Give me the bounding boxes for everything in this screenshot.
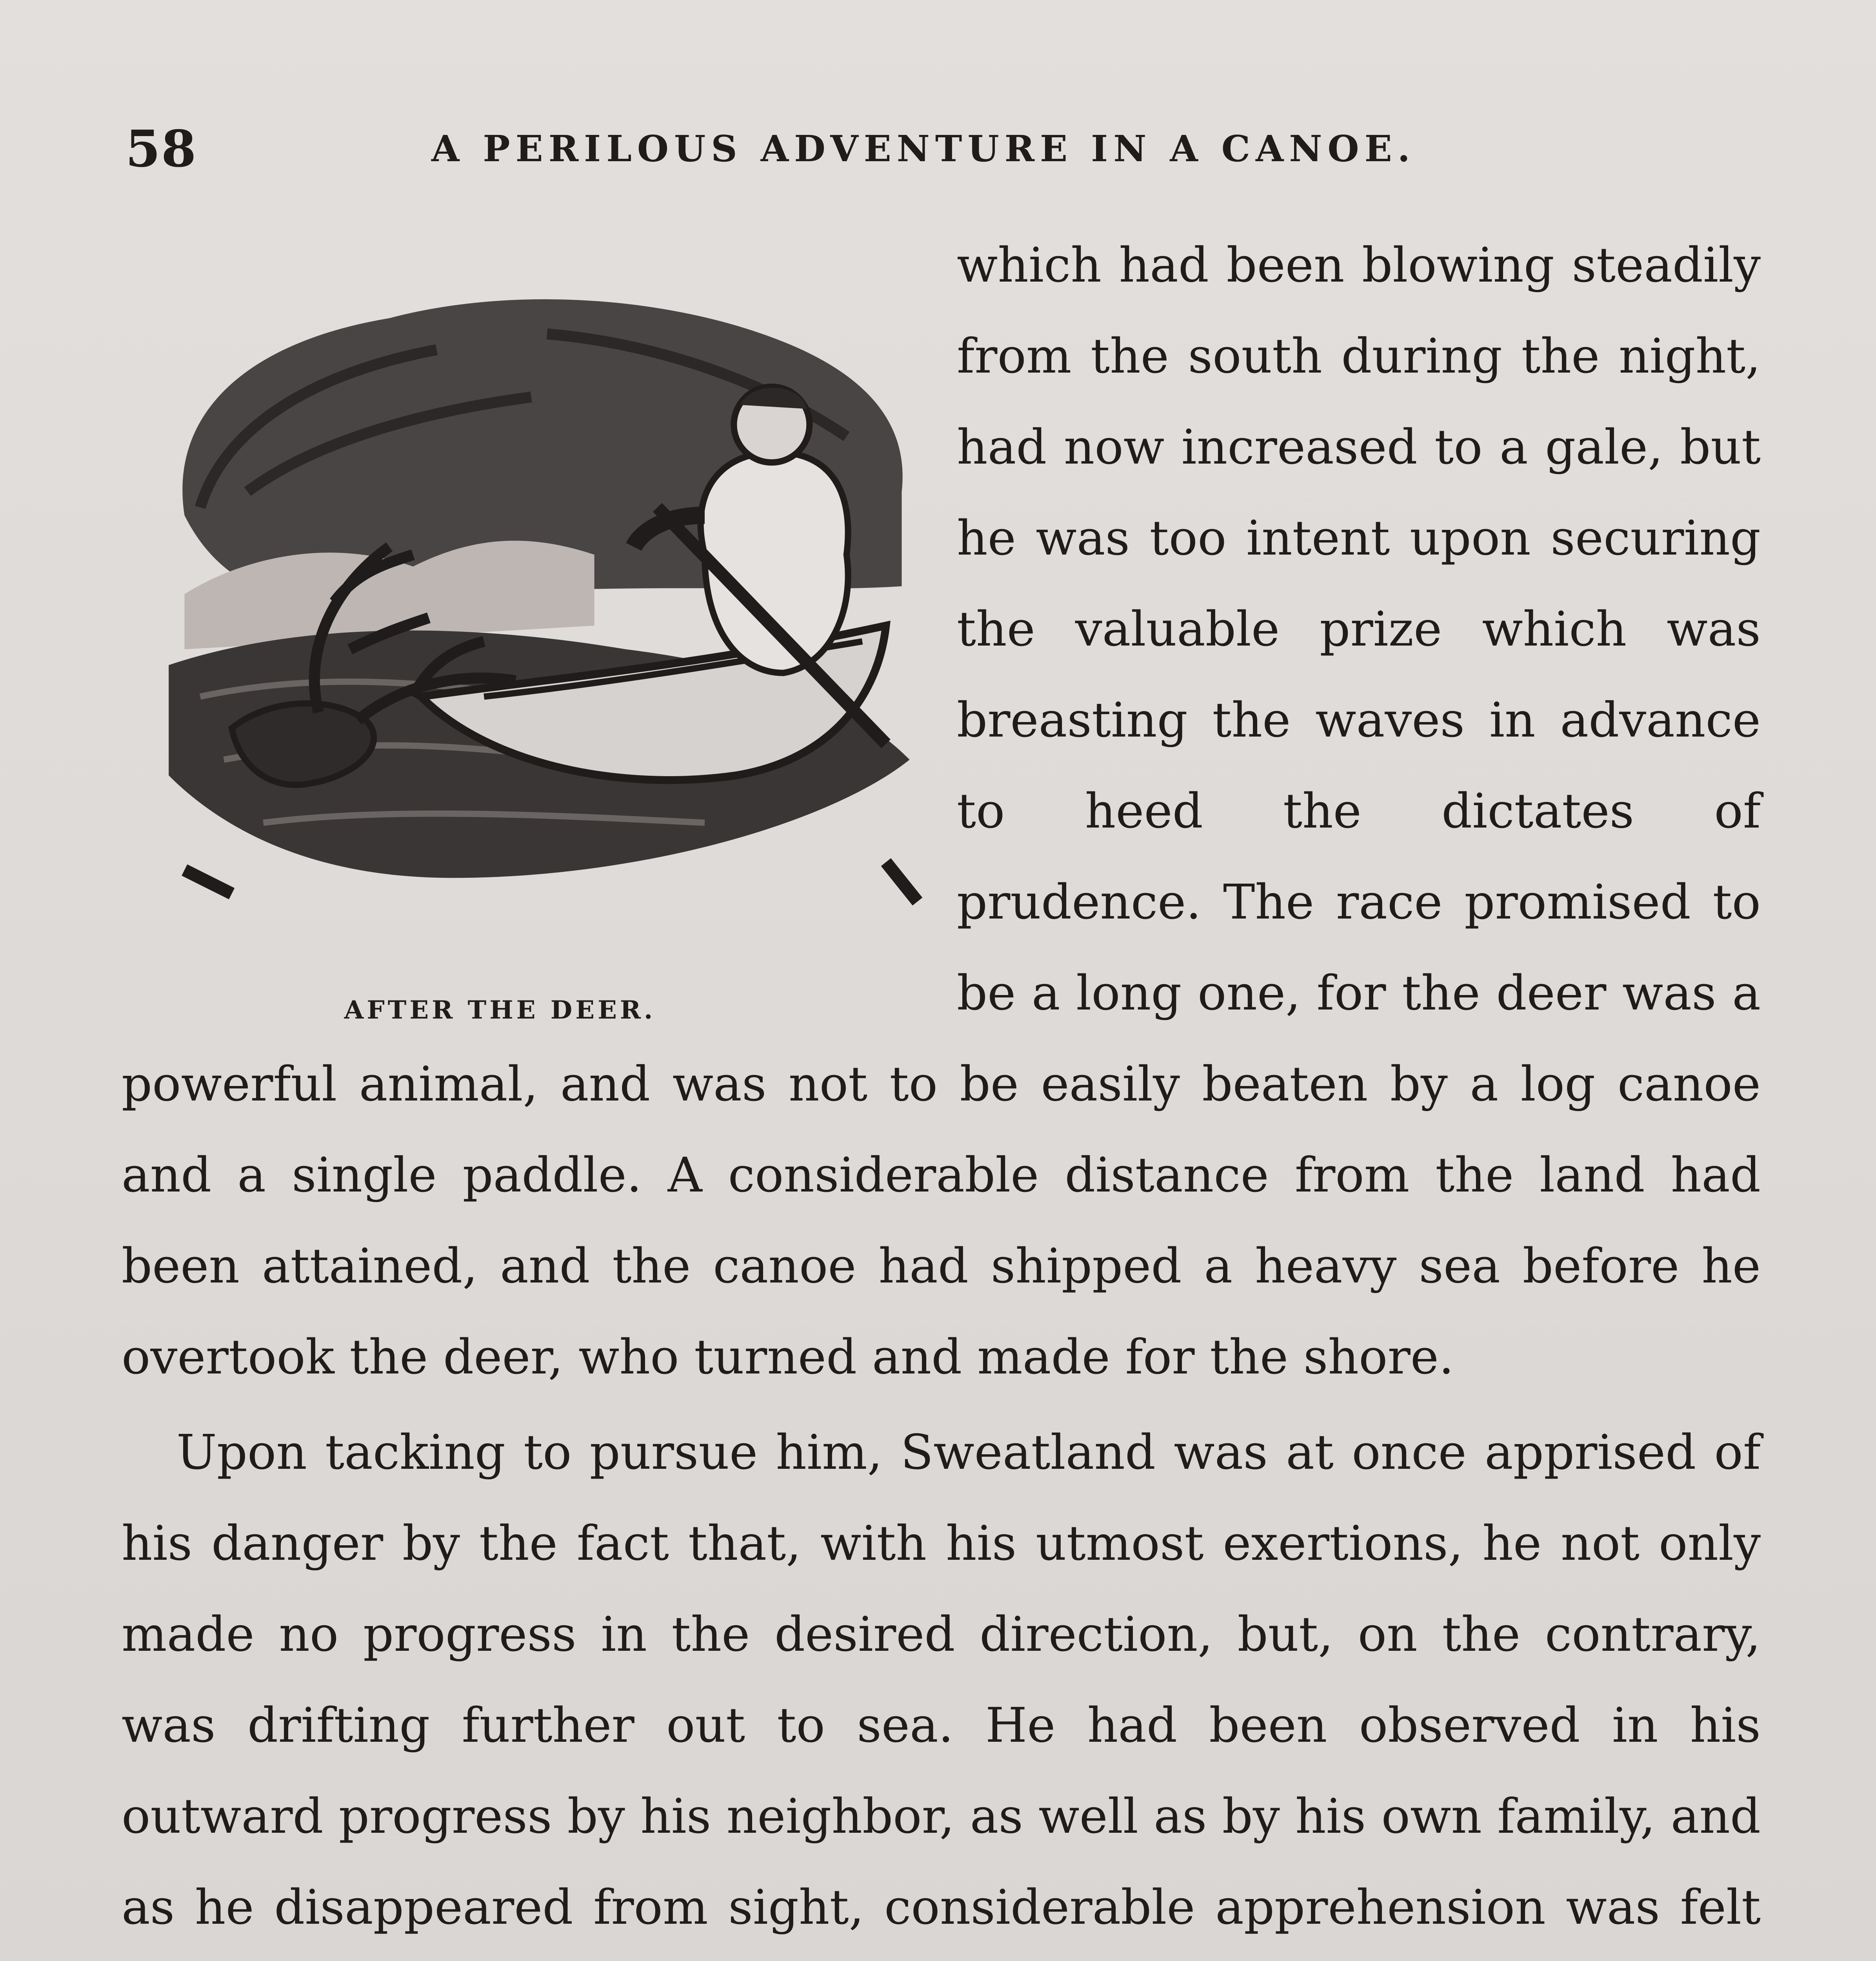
running-head (125, 120, 1761, 182)
page-number: 58 (125, 120, 197, 178)
engraving-deer-canoe (153, 251, 941, 969)
illustration-after-the-deer (122, 220, 933, 1024)
paragraph-1 (122, 220, 1761, 1403)
running-title: A PERILOUS ADVENTURE IN A CANOE. (431, 127, 1416, 170)
figure-caption: AFTER THE DEER. (344, 995, 656, 1025)
paragraph-1-text: which had been blowing steadily from the south during the night, had now increased to a gale, but he was too intent upon securing the valuable prize which was breasting the waves in advance to heed the dictates of prudence. The race promised to be a long one, for the deer was a powerful animal, and was not to be easily beaten by a log canoe and a single paddle. A considerable distance from the land had been attained, and the canoe had shipped a heavy sea before he overtook the deer, who turned and made for the shore. (122, 237, 1761, 1385)
paragraph-2: Upon tacking to pursue him, Sweatland was at once apprised of his danger by the fact that, with his utmost exertions, he not only made no progress in the desired direction, but, on the contrary, was drifting further out to sea. He had been observed in his outward progress by his neighbor, as well as by his own family, and as he disappeared from sight, considerable apprehension was felt (122, 1424, 1761, 1935)
